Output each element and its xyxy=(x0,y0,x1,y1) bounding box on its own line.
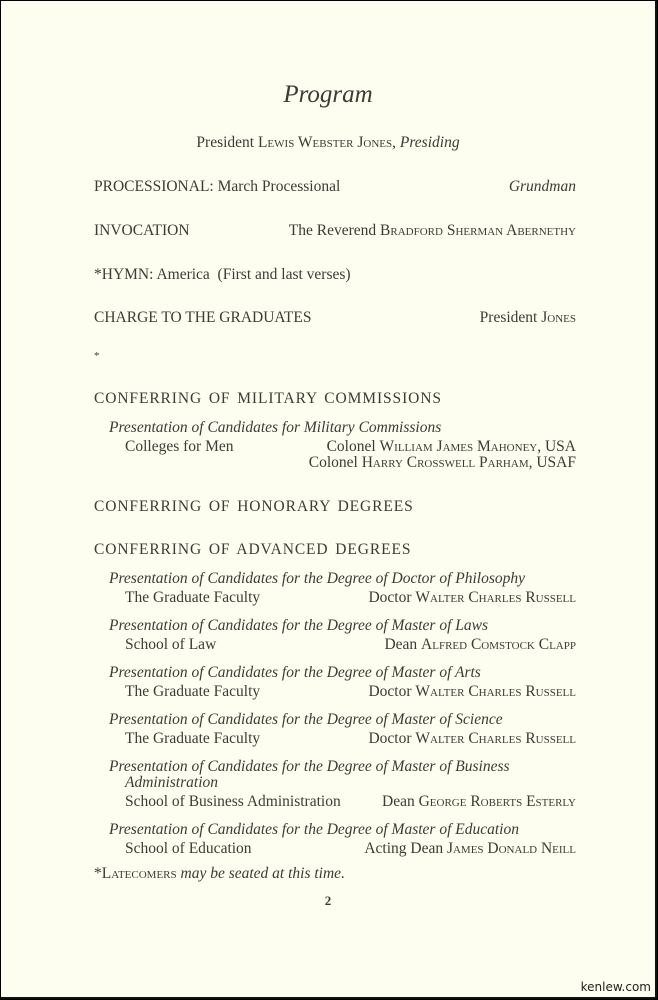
presenter-name: Alfred Comstock Clapp xyxy=(421,636,576,653)
presenter-prefix: Doctor xyxy=(368,683,412,700)
military-school: Colleges for Men xyxy=(125,438,234,455)
presiding-line xyxy=(1,134,655,152)
presentation-med: Presentation of Candidates for the Degree of Master of Education xyxy=(109,821,519,838)
presentation-phd: Presentation of Candidates for the Degree of Doctor of Philosophy xyxy=(109,570,526,587)
footnote xyxy=(94,865,345,883)
school-llm: School of Law xyxy=(125,636,217,653)
advanced-heading: CONFERRING OF ADVANCED DEGREES xyxy=(94,541,412,558)
footnote-word: Latecomers xyxy=(101,865,177,882)
military-presentation: Presentation of Candidates for Military Commissions xyxy=(109,419,442,436)
hymn-line: *HYMN: America (First and last verses) xyxy=(94,266,351,283)
invocation-name: Bradford Sherman Abernethy xyxy=(380,222,576,239)
charge-prefix: President xyxy=(479,309,538,326)
presiding-comma: , xyxy=(392,134,400,151)
officer-name: Harry Crosswell Parham xyxy=(361,454,529,471)
presenter-llm xyxy=(384,636,576,654)
school-ms: The Graduate Faculty xyxy=(125,730,261,747)
invocation-label: INVOCATION xyxy=(94,222,190,239)
presenter-prefix: Acting Dean xyxy=(364,840,444,857)
page-number: 2 xyxy=(324,893,332,908)
program-page xyxy=(1,1,657,999)
presentation-mba: Presentation of Candidates for the Degree of Master of Business xyxy=(109,758,510,775)
military-heading: CONFERRING OF MILITARY COMMISSIONS xyxy=(94,390,442,407)
presenter-prefix: Dean xyxy=(382,793,415,810)
military-officer-2 xyxy=(309,454,576,472)
school-mba: School of Business Administration xyxy=(125,793,341,810)
page-title: Program xyxy=(283,81,373,108)
watermark: kenlew.com xyxy=(580,980,651,994)
invocation-prefix: The Reverend xyxy=(288,222,377,239)
school-med: School of Education xyxy=(125,840,252,857)
footnote-mark: * xyxy=(94,865,102,882)
charge-label: CHARGE TO THE GRADUATES xyxy=(94,309,312,326)
charge-name: Jones xyxy=(541,309,576,326)
officer-name: William James Mahoney xyxy=(379,438,538,455)
officer-prefix: Colonel xyxy=(308,454,358,471)
presiding-prefix: President xyxy=(196,134,255,151)
presentation-ma: Presentation of Candidates for the Degree of Master of Arts xyxy=(109,664,481,681)
presenter-name: Walter Charles Russell xyxy=(415,683,576,700)
presenter-prefix: Doctor xyxy=(368,730,412,747)
presiding-role: Presiding xyxy=(399,134,460,151)
officer-branch: , USA xyxy=(537,438,576,455)
presentation-llm: Presentation of Candidates for the Degree of Master of Laws xyxy=(109,617,489,634)
charge-speaker xyxy=(480,309,576,327)
honorary-heading: CONFERRING OF HONORARY DEGREES xyxy=(94,498,414,515)
footnote-text: may be seated at this time. xyxy=(176,865,345,882)
presenter-mba xyxy=(382,793,576,811)
presenter-ms xyxy=(368,730,576,748)
presenter-name: Walter Charles Russell xyxy=(415,589,576,606)
school-ma: The Graduate Faculty xyxy=(125,683,261,700)
presenter-phd xyxy=(368,589,576,607)
presenter-name: James Donald Neill xyxy=(446,840,576,857)
presiding-name: Lewis Webster Jones xyxy=(257,134,393,151)
presenter-name: Walter Charles Russell xyxy=(415,730,576,747)
presenter-prefix: Dean xyxy=(384,636,418,653)
presenter-med xyxy=(364,840,576,858)
officer-prefix: Colonel xyxy=(326,438,376,455)
invocation-officiant xyxy=(289,222,576,240)
presenter-name: George Roberts Esterly xyxy=(418,793,576,810)
presenter-prefix: Doctor xyxy=(368,589,412,606)
processional-composer: Grundman xyxy=(508,178,576,195)
presenter-ma xyxy=(368,683,576,701)
asterisk-marker: * xyxy=(94,350,100,362)
school-phd: The Graduate Faculty xyxy=(125,589,261,606)
presentation-mba-cont: Administration xyxy=(125,774,219,791)
presentation-ms: Presentation of Candidates for the Degree of Master of Science xyxy=(109,711,503,728)
officer-branch: , USAF xyxy=(528,454,576,471)
processional-label: PROCESSIONAL: March Processional xyxy=(94,178,341,195)
